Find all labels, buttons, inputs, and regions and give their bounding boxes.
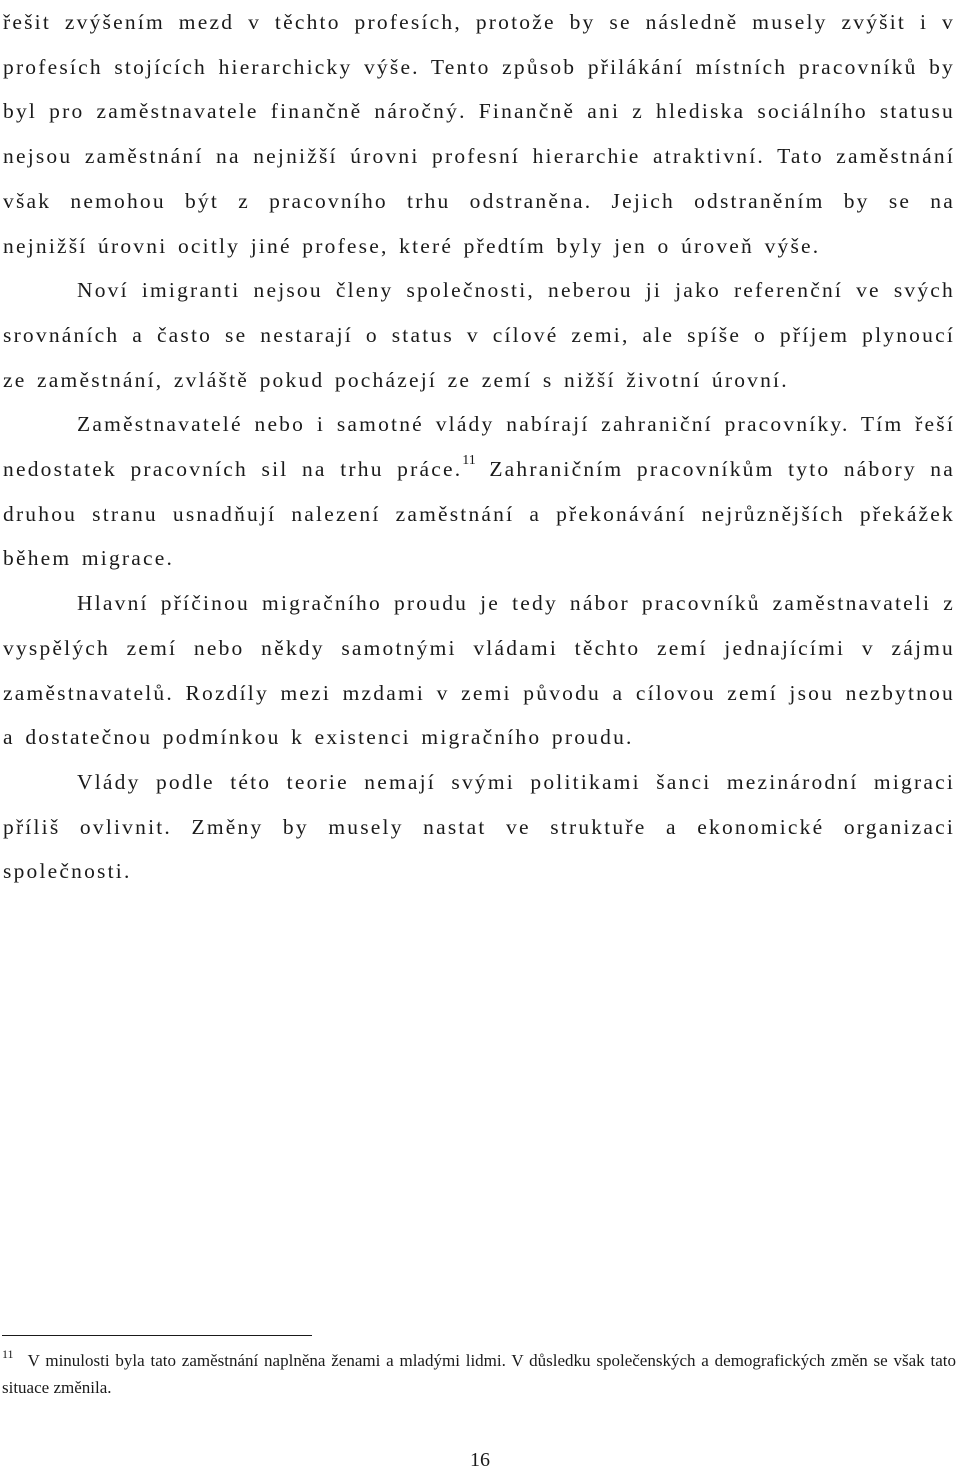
paragraph-3-text-after-ref: Zahraničním pracovníkům tyto nábory na druhou stranu usnadňují nalezení zaměstnání a překonávání nejrůznějších překážek během migrace.: [3, 457, 955, 571]
body-text: [3, 0, 955, 894]
paragraph-2: Noví imigranti nejsou členy společnosti, neberou ji jako referenční ve svých srovnáních a často se nestarají o status v cílové zemi, ale spíše o příjem plynoucí ze zaměstnání, zvláště pokud pocházejí ze zemí s nižší životní úrovní.: [3, 278, 955, 392]
footnote-divider: [2, 1335, 312, 1336]
paragraph-5: Vlády podle této teorie nemají svými politikami šanci mezinárodní migraci příliš ovlivnit. Změny by musely nastat ve struktuře a ekonomické organizaci společnosti.: [3, 769, 955, 884]
paragraph-1: řešit zvýšením mezd v těchto profesích, protože by se následně musely zvýšit i v profesích stojících hierarchicky výše. Tento způsob přilákání místních pracovníků by byl pro zaměstnavatele finančně náročný. Finančně ani z hlediska sociálního statusu nejsou zaměstnání na nejnižší úrovni profesní hierarchie atraktivní. Tato zaměstnání však nemohou být z pracovního trhu odstraněna. Jejich odstraněním by se na nejnižší úrovni ocitly jiné profese, které předtím byly jen o úroveň výše.: [3, 10, 955, 258]
footnote-text: V minulosti byla tato zaměstnání naplněna ženami a mladými lidmi. V důsledku společenských a demografických změn se však tato situace změnila.: [2, 1351, 956, 1397]
paragraph-4: Hlavní příčinou migračního proudu je tedy nábor pracovníků zaměstnavateli z vyspělých zemí nebo někdy samotnými vládami těchto zemí jednajícími v zájmu zaměstnavatelů. Rozdíly mezi mzdami v zemi původu a cílovou zemí jsou nezbytnou a dostatečnou podmínkou k existenci migračního proudu.: [3, 591, 955, 750]
paragraph-3: [3, 402, 955, 581]
page-number: 16: [470, 1449, 490, 1471]
paragraph-3-text-before-ref: Zaměstnavatelé nebo i samotné vlády nabírají zahraniční pracovníky. Tím řeší nedostatek pracovních sil na trhu práce.: [3, 412, 955, 482]
footnote-number: 11: [2, 1347, 14, 1361]
footnote-reference[interactable]: 11: [462, 453, 476, 469]
footnote: [2, 1347, 956, 1401]
